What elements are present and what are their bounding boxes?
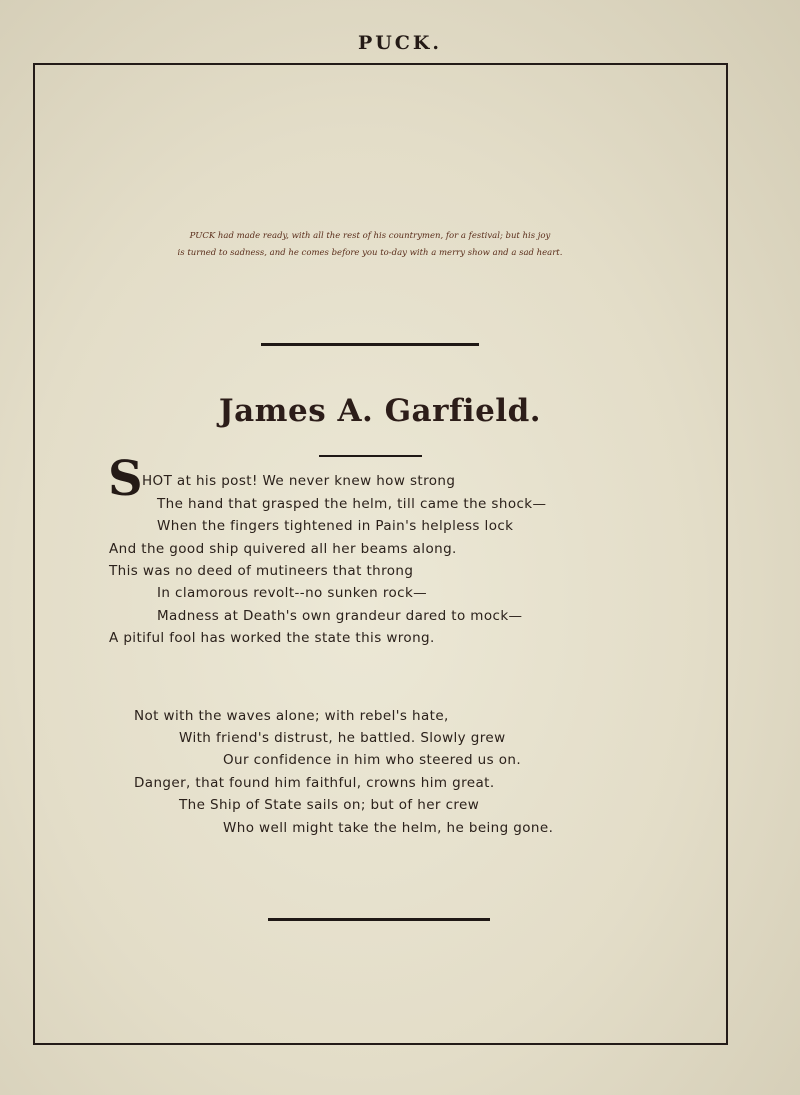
stanza2-line-3: Our confidence in him who steered us on.	[223, 752, 522, 768]
divider-rule-bottom	[268, 918, 490, 921]
masthead: PUCK.	[357, 32, 443, 54]
stanza2-line-4: Danger, that found him faithful, crowns him great.	[134, 775, 495, 791]
stanza1-line-1: HOT at his post! We never knew how strong	[142, 473, 456, 489]
stanza1-line-4: And the good ship quivered all her beams along.	[109, 541, 457, 557]
intro-line-1: PUCK had made ready, with all the rest of his countrymen, for a festival; but his joy	[189, 231, 551, 241]
stanza1-line-7: Madness at Death's own grandeur dared to mock—	[157, 608, 523, 624]
stanza1-line-6: In clamorous revolt--no sunken rock—	[157, 585, 428, 601]
drop-cap: S	[108, 451, 143, 507]
stanza2-line-5: The Ship of State sails on; but of her crew	[179, 797, 480, 813]
poem-title: James A. Garfield.	[218, 393, 542, 429]
stanza1-line-3: When the fingers tightened in Pain's helpless lock	[157, 518, 514, 534]
divider-rule-title	[319, 455, 422, 457]
divider-rule-top	[261, 343, 479, 346]
stanza1-line-8: A pitiful fool has worked the state this wrong.	[109, 630, 435, 646]
stanza1-line-2: The hand that grasped the helm, till came the shock—	[157, 496, 547, 512]
stanza2-line-2: With friend's distrust, he battled. Slowly grew	[179, 730, 506, 746]
intro-note	[140, 228, 600, 262]
stanza2-line-1: Not with the waves alone; with rebel's hate,	[134, 708, 449, 724]
stanza1-line-5: This was no deed of mutineers that throng	[109, 563, 414, 579]
stanza2-line-6: Who well might take the helm, he being gone.	[223, 820, 554, 836]
intro-line-2: is turned to sadness, and he comes before you to-day with a merry show and a sad heart.	[177, 248, 563, 258]
